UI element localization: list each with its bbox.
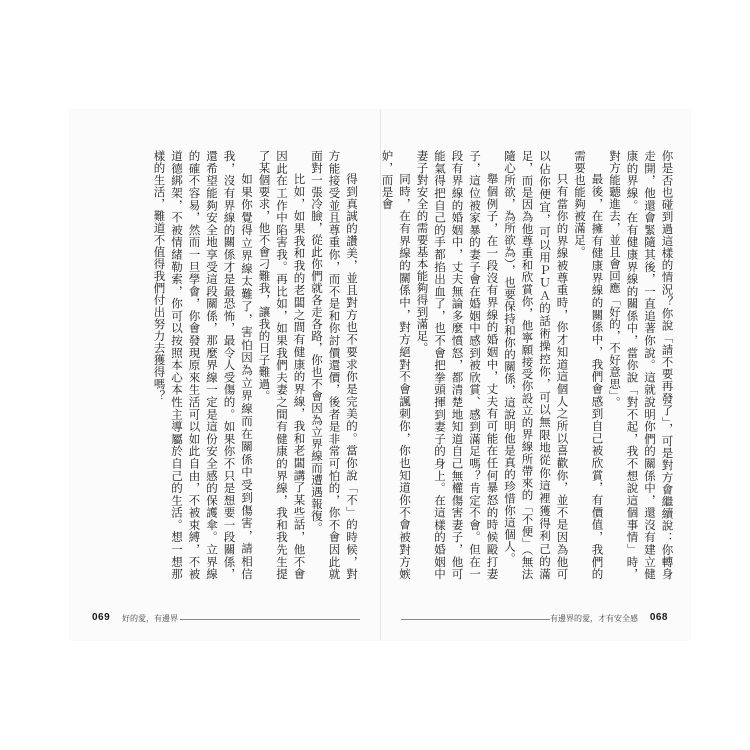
left-page-footer — [70, 612, 380, 626]
footer-rule — [180, 619, 360, 620]
right-page — [381, 110, 691, 640]
book-spread — [70, 110, 690, 640]
page-number: 068 — [649, 612, 668, 623]
running-header: 有邊界的愛，才有安全感 — [550, 614, 638, 623]
right-page-body — [380, 150, 676, 580]
footer-rule — [401, 619, 551, 620]
paragraph: 比如，如果我和我的老闆之間有健康的界線，我和老闆講了某些話，他不會因此在工作中陷害我。再比如，如果我們夫妻之間有健康的界線，我和我先生提了某個要求，他不會刁難我，讓我的日子難過。 — [257, 150, 307, 580]
paragraph: 舉個例子，在一段沒有界線的婚姻中，丈夫有可能在任何暴怒的時候毆打妻子，這位被家暴的妻子會在婚姻中感到被欣賞、感到滿足嗎？肯定不會。但在一段有界線的婚姻中，丈夫無論多麼憤怒，都清楚地知道自己無權傷害妻子，他可能氣得把自己的手都掐出血了，也不會把拳頭揮到妻子的身上。在這樣的婚姻中妻子對安全的需要基本能夠得到滿足。 — [415, 150, 500, 580]
left-page — [70, 110, 381, 640]
left-page-body — [90, 150, 360, 580]
right-page-footer — [381, 612, 691, 626]
page-number: 069 — [92, 612, 111, 623]
paragraph: 同時，在有界線的關係中，對方絕對不會諷刺你，你也知道你不會被對方嫉妒，而是會 — [380, 150, 412, 580]
paragraph: 如果你覺得立界線太難了，害怕因為立界線而在關係中受到傷害，請相信我，沒有界線的關係才是最恐怖，最令人受傷的。如果你不只是想要一段關係，還希望能夠安全地享受這段關係，那麼界線一定是這份安全感的保護傘。立界線的確不容易，然而一旦學會，你會發現原來生活可以如此自由，不被束縛，不被道德綁架，不被情緒勒索，你可以按照本心本性主導屬於自己的生活。想一想那樣的生活，難道不值得我們付出努力去獲得嗎？ — [152, 150, 254, 580]
paragraph: 你是否也碰到過這樣的情況？你說「請不要再發了」，可是對方會繼續說：你轉身走開，他還會緊隨其後，一直追著你說。這就說明你們的關係中，還沒有建立健康的界線。在有健康界線的關係中，當你說「對不起，我不想說這個事情」時，對方能聽進去，並且會回應「好的，不好意思」。 — [608, 150, 675, 580]
paragraph: 得到真誠的讚美，並且對方也不要求你是完美的。當你說「不」的時候，對方能接受並且尊重你，而不是和你討價還價，後者是非常可怕的，你不會因此就面對一張冷臉，從此你們就各走各路，你也不會因為立界線而遭遇報復。 — [310, 150, 359, 580]
paragraph: 最後，在擁有健康界線的關係中，我們會感到自己被欣賞，有價值，我們的需要也能夠被滿足。 — [573, 150, 605, 580]
paragraph: 只有當你的界線被尊重時，你才知道這個人之所以喜歡你，並不是因為他可以佔你便宜，可以用ＰＵＡ的話術操控你，可以無限地從你這裡獲得利己的滿足，而是因為他尊重和欣賞你，他寧願接受你設立的界線所帶來的「不便」（無法隨心所欲，為所欲為），也要保持和你的關係，這說明他是真的珍惜你這個人。 — [503, 150, 570, 580]
running-header: 好的愛，有邊界 — [122, 614, 178, 623]
